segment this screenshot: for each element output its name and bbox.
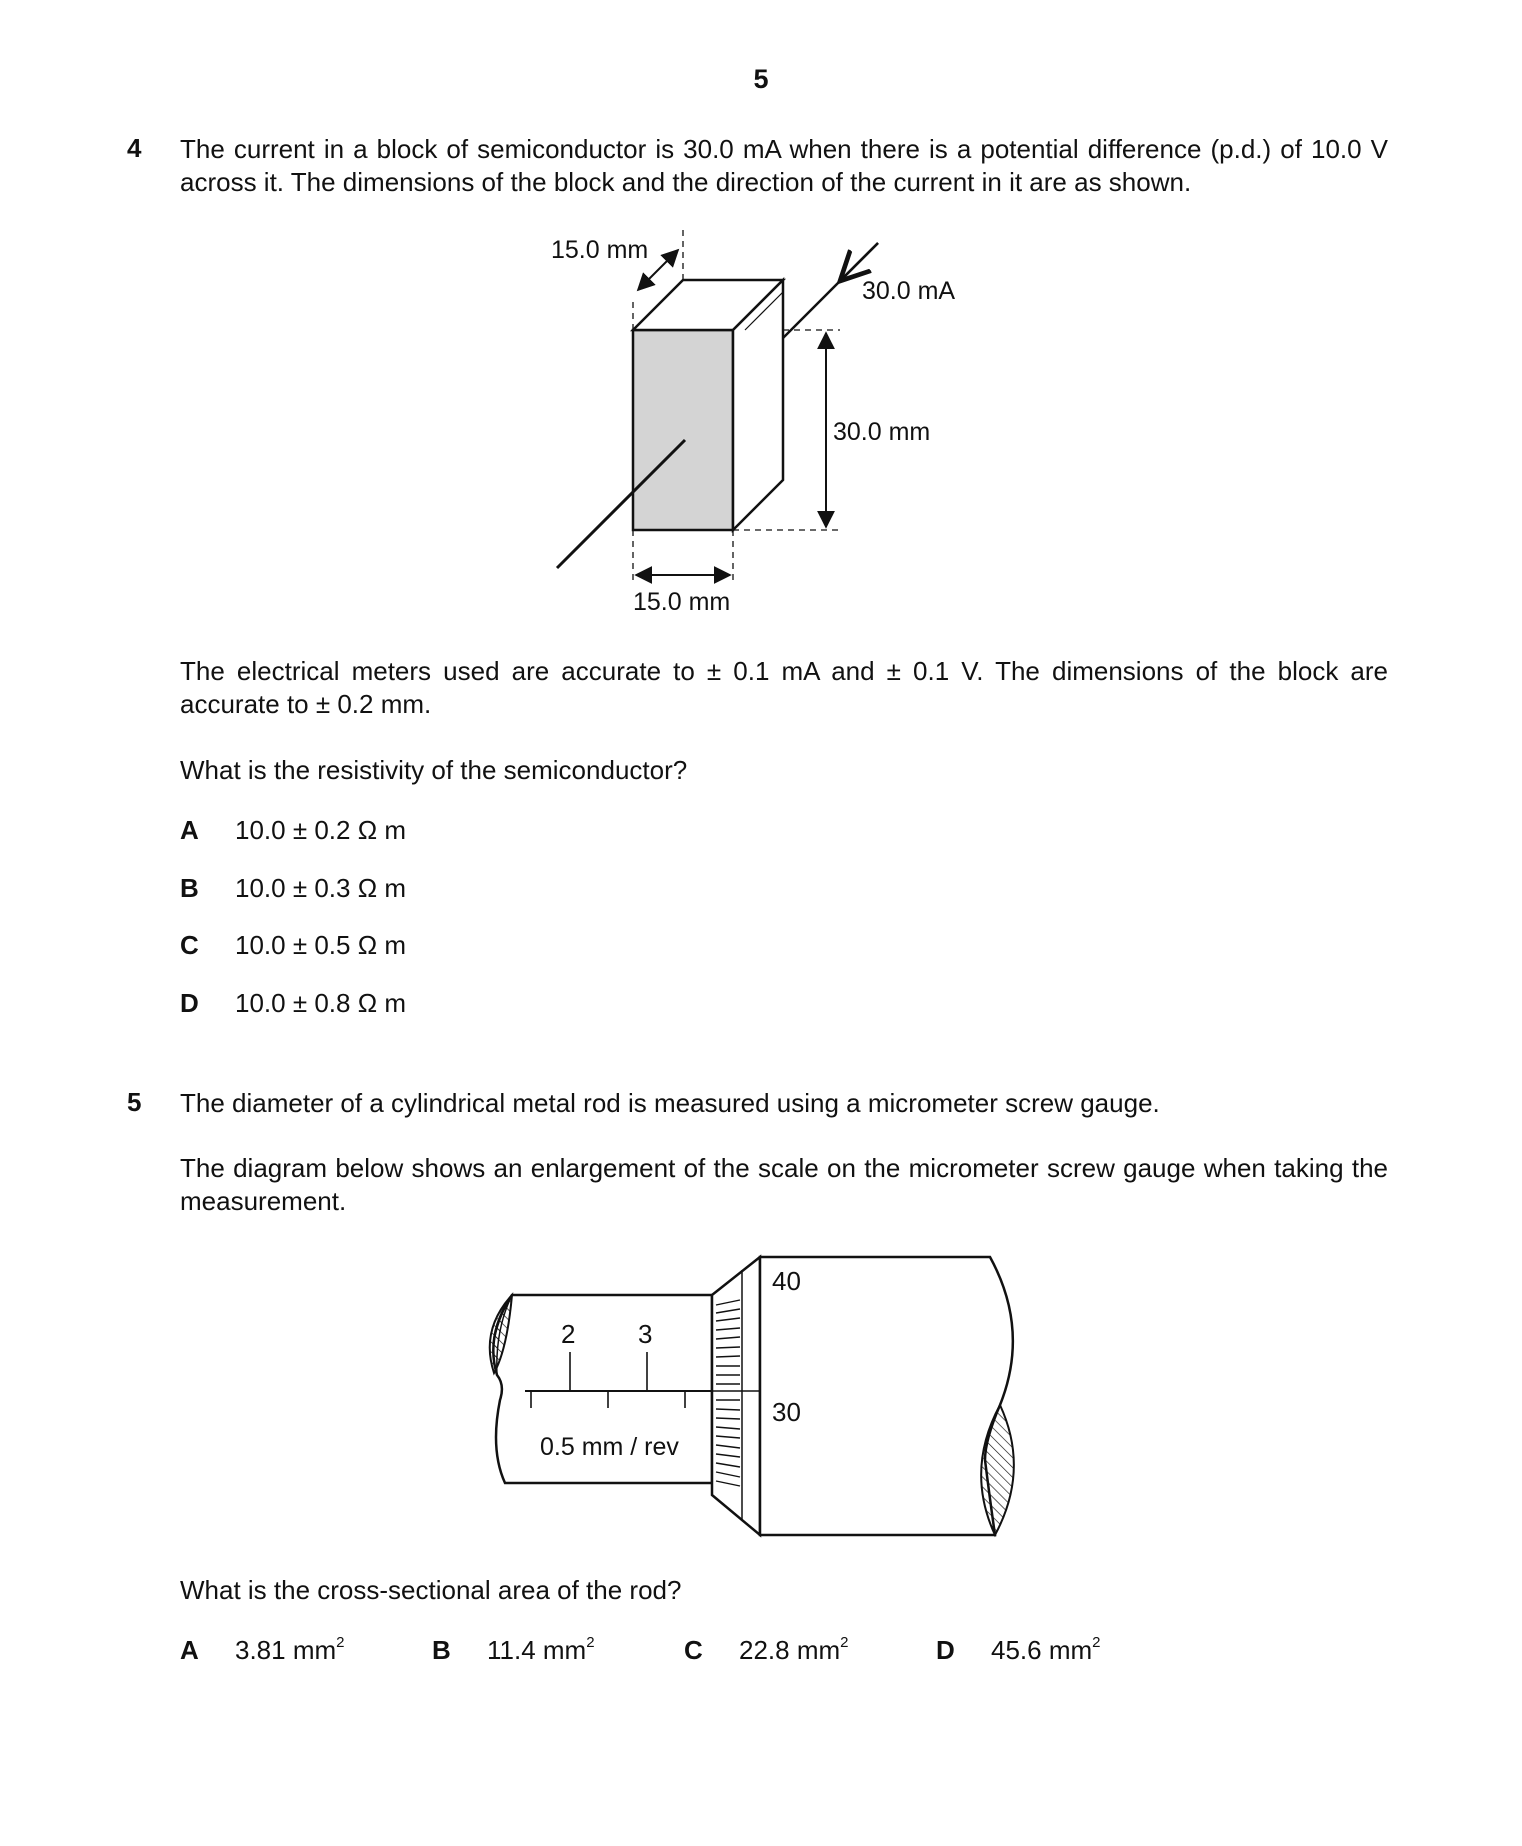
pitch-label: 0.5 mm / rev [540,1433,679,1461]
option-value: 45.6 mm [991,1635,1093,1665]
q5-option-a[interactable] [180,1635,345,1666]
option-exponent: 2 [840,1634,849,1652]
option-text: 10.0 ± 0.8 Ω m [235,988,407,1018]
micrometer-scale-diagram [480,1235,1040,1545]
option-letter: B [432,1635,451,1665]
thimble-body [760,1257,1013,1535]
q5-option-b[interactable] [432,1635,595,1666]
sleeve-number-2: 2 [561,1319,576,1349]
question-4-accuracy: The electrical meters used are accurate to ± 0.1 mA and ± 0.1 V. The dimensions of the block are accurate to ± 0.2 mm. [180,656,1388,719]
height-label: 30.0 mm [833,418,931,446]
option-text: 10.0 ± 0.3 Ω m [235,873,407,903]
question-5-question: What is the cross-sectional area of the rod? [180,1575,682,1605]
question-5-number: 5 [127,1087,142,1117]
question-4-number: 4 [127,133,142,163]
question-4-intro: The current in a block of semiconductor is 30.0 mA when there is a potential difference (p.d.) of 10.0 V across it. The dimensions of the block and the direction of the current in it are as shown. [180,134,1388,197]
option-letter: D [180,988,199,1018]
option-exponent: 2 [586,1634,595,1652]
question-5-diagram-text: The diagram below shows an enlargement of the scale on the micrometer screw gauge when taking the measurement. [180,1153,1388,1216]
option-exponent: 2 [1092,1634,1101,1652]
page-number: 5 [753,64,769,94]
option-value: 22.8 mm [739,1635,841,1665]
front-face [633,330,733,530]
option-letter: D [936,1635,955,1665]
option-text: 10.0 ± 0.5 Ω m [235,930,407,960]
q5-option-d[interactable] [936,1635,1101,1666]
option-letter: A [180,1635,199,1665]
thimble-bevel [712,1257,760,1535]
semiconductor-block-diagram [540,225,1000,625]
depth-label: 15.0 mm [551,236,649,264]
option-letter: A [180,815,199,845]
option-text: 10.0 ± 0.2 Ω m [235,815,407,845]
sleeve-number-3: 3 [638,1319,653,1349]
option-letter: B [180,873,199,903]
thimble-number-40: 40 [772,1266,801,1296]
question-4-question: What is the resistivity of the semiconductor? [180,755,688,785]
thimble-number-30: 30 [772,1397,801,1427]
option-value: 3.81 mm [235,1635,337,1665]
option-letter: C [684,1635,703,1665]
question-5-intro: The diameter of a cylindrical metal rod is measured using a micrometer screw gauge. [180,1088,1160,1118]
current-label: 30.0 mA [862,277,956,305]
option-exponent: 2 [336,1634,345,1652]
q5-option-c[interactable] [684,1635,849,1666]
option-letter: C [180,930,199,960]
option-value: 11.4 mm [487,1635,587,1665]
width-label: 15.0 mm [633,588,731,616]
